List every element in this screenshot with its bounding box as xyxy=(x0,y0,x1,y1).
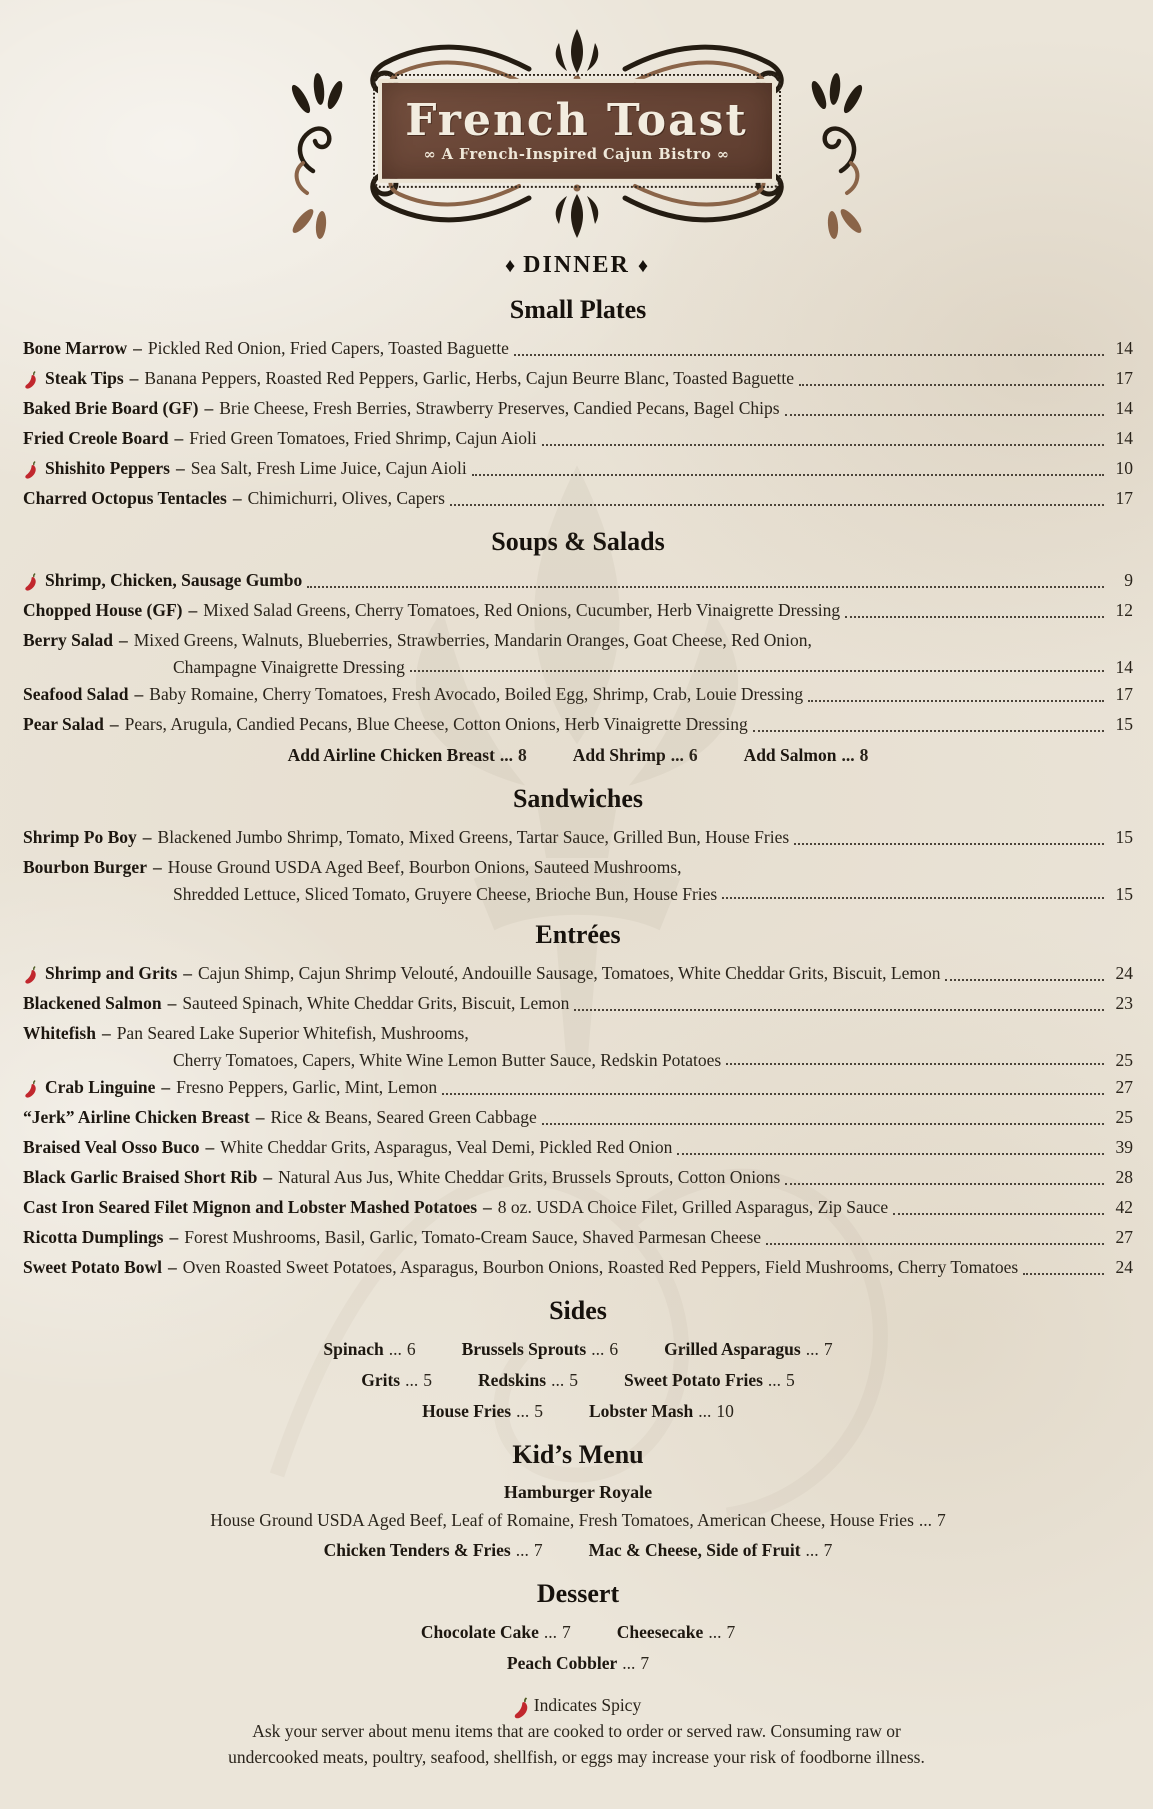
menu-item xyxy=(23,679,1133,709)
menu-item-line xyxy=(23,483,1133,513)
menu-item xyxy=(23,363,1133,393)
menu-item-name: Add Shrimp xyxy=(572,745,666,765)
menu-item-line xyxy=(23,1192,1133,1222)
menu-item xyxy=(23,1072,1133,1102)
menu-item-description: Sauteed Spinach, White Cheddar Grits, Biscuit, Lemon xyxy=(182,993,570,1013)
menu-item-price: 8 xyxy=(859,745,869,765)
section-title: Soups & Salads xyxy=(491,527,665,556)
dash-separator: – xyxy=(134,684,144,704)
menu-item-compact xyxy=(664,1334,833,1364)
menu-item-price: 14 xyxy=(1115,428,1133,448)
menu-item-price: 25 xyxy=(1115,1050,1133,1070)
menu-item-line xyxy=(23,1048,1133,1072)
dot-leader: ... xyxy=(805,1540,819,1560)
dot-leader xyxy=(450,504,1104,506)
menu-item-name: Blackened Salmon xyxy=(23,993,162,1013)
dash-separator: – xyxy=(483,1197,492,1217)
section-title: Sandwiches xyxy=(512,784,644,813)
dot-leader: ... xyxy=(918,1510,933,1530)
compact-items-row xyxy=(23,1617,1133,1647)
menu-item xyxy=(23,423,1133,453)
menu-item-price: 39 xyxy=(1115,1137,1133,1157)
menu-item xyxy=(23,1102,1133,1132)
dot-leader xyxy=(574,1009,1104,1011)
dot-leader: ... xyxy=(670,745,684,765)
dash-separator: – xyxy=(168,1257,177,1277)
menu-item-price: 7 xyxy=(640,1653,650,1673)
menu-item-name: Shrimp Po Boy xyxy=(23,827,137,847)
menu-item-description: Oven Roasted Sweet Potatoes, Asparagus, Bourbon Onions, Roasted Red Peppers, Field Mushrooms, Cherry Tomatoes xyxy=(182,1257,1019,1277)
menu-item xyxy=(23,595,1133,625)
menu-item-line xyxy=(23,363,1133,393)
menu-item xyxy=(23,958,1133,988)
menu-item-compact xyxy=(573,740,698,770)
menu-item-line xyxy=(23,958,1133,988)
menu-item-name: Shrimp, Chicken, Sausage Gumbo xyxy=(45,570,303,590)
dash-separator: – xyxy=(174,428,184,448)
menu-item-price: 7 xyxy=(726,1622,736,1642)
menu-item xyxy=(23,852,1133,906)
menu-item-name: Brussels Sprouts xyxy=(461,1339,587,1359)
dash-separator: – xyxy=(152,857,162,877)
menu-item-price: 15 xyxy=(1115,714,1133,734)
menu-item-line xyxy=(23,1132,1133,1162)
dash-separator: – xyxy=(169,1227,179,1247)
compact-items-row xyxy=(23,1648,1133,1678)
menu-item-name: Spinach xyxy=(323,1339,384,1359)
logo-subtitle: ∞ A French-Inspired Cajun Bistro ∞ xyxy=(423,145,730,163)
dot-leader xyxy=(1023,1273,1104,1275)
menu-item-line xyxy=(23,822,1133,852)
menu-item-price: 17 xyxy=(1115,488,1133,508)
menu-body xyxy=(0,294,1153,1678)
menu-item-description: House Ground USDA Aged Beef, Bourbon Onions, Sauteed Mushrooms, xyxy=(167,857,682,877)
menu-item-description: Rice & Beans, Seared Green Cabbage xyxy=(270,1107,537,1127)
dot-leader xyxy=(472,474,1104,476)
dot-leader: ... xyxy=(551,1370,565,1390)
menu-item-price: 12 xyxy=(1115,600,1133,620)
dot-leader xyxy=(766,1243,1104,1245)
menu-item-name: Lobster Mash xyxy=(589,1401,694,1421)
menu-item xyxy=(23,1252,1133,1282)
restaurant-logo xyxy=(267,25,887,240)
menu-item-compact xyxy=(462,1334,619,1364)
menu-item-compact xyxy=(288,740,527,770)
menu-item xyxy=(23,1162,1133,1192)
menu-item-description: Chimichurri, Olives, Capers xyxy=(247,488,445,508)
menu-item xyxy=(23,565,1133,595)
dot-leader xyxy=(542,444,1104,446)
menu-item-line xyxy=(23,1072,1133,1102)
dash-separator: – xyxy=(101,1023,111,1043)
dot-leader xyxy=(307,586,1104,588)
dot-leader xyxy=(785,1183,1104,1185)
menu-item-price: 14 xyxy=(1115,657,1133,677)
menu-item-description: Banana Peppers, Roasted Red Peppers, Garlic, Herbs, Cajun Beurre Blanc, Toasted Baguette xyxy=(144,368,795,388)
dot-leader xyxy=(808,700,1104,702)
menu-item-price: 27 xyxy=(1115,1077,1133,1097)
dot-leader xyxy=(442,1093,1104,1095)
menu-item xyxy=(23,1192,1133,1222)
menu-item-name: Chicken Tenders & Fries xyxy=(323,1540,511,1560)
menu-item-price: 15 xyxy=(1115,884,1133,904)
menu-item-description: Champagne Vinaigrette Dressing xyxy=(173,657,405,677)
logo-plaque xyxy=(378,78,776,182)
disclaimer-line: undercooked meats, poultry, seafood, shellfish, or eggs may increase your risk of foodborne illness. xyxy=(228,1747,925,1767)
menu-item-name: Chocolate Cake xyxy=(420,1622,539,1642)
menu-item-name: Steak Tips xyxy=(45,368,124,388)
menu-item-price: 14 xyxy=(1115,398,1133,418)
dot-leader: ... xyxy=(543,1622,558,1642)
menu-item-name: Ricotta Dumplings xyxy=(23,1227,164,1247)
menu-item-price: 15 xyxy=(1115,827,1133,847)
menu-item xyxy=(23,1132,1133,1162)
menu-item-name: Fried Creole Board xyxy=(23,428,169,448)
dash-separator: – xyxy=(188,600,198,620)
spicy-chili-icon xyxy=(23,964,38,986)
dash-separator: – xyxy=(175,458,185,478)
menu-item-price: 6 xyxy=(609,1339,619,1359)
menu-item xyxy=(23,1222,1133,1252)
menu-item xyxy=(23,625,1133,679)
compact-items-row xyxy=(23,1334,1133,1364)
dot-leader: ... xyxy=(708,1622,722,1642)
menu-item-price: 42 xyxy=(1115,1197,1133,1217)
section-soups-salads xyxy=(23,526,1133,770)
menu-footer xyxy=(0,1692,1153,1770)
menu-item-name: Crab Linguine xyxy=(45,1077,156,1097)
menu-item-price: 5 xyxy=(786,1370,795,1390)
menu-item-line xyxy=(23,333,1133,363)
menu-item-price: 23 xyxy=(1115,993,1133,1013)
menu-item-compact xyxy=(507,1648,649,1678)
dot-leader xyxy=(893,1213,1104,1215)
menu-item xyxy=(23,333,1133,363)
dash-separator: – xyxy=(142,827,152,847)
menu-item-line xyxy=(23,1162,1133,1192)
menu-item-description: Cherry Tomatoes, Capers, White Wine Lemon Butter Sauce, Redskin Potatoes xyxy=(173,1050,722,1070)
menu-item-price: 6 xyxy=(406,1339,416,1359)
menu-item-price: 24 xyxy=(1115,963,1133,983)
section-small-plates xyxy=(23,294,1133,513)
menu-item-description: Mixed Salad Greens, Cherry Tomatoes, Red Onions, Cucumber, Herb Vinaigrette Dressing xyxy=(203,600,841,620)
menu-item-name: Chopped House (GF) xyxy=(23,600,183,620)
menu-title xyxy=(0,250,1153,281)
menu-item-compact xyxy=(324,1535,543,1565)
menu-item-name: Bourbon Burger xyxy=(23,857,147,877)
dot-leader: ... xyxy=(499,745,514,765)
menu-item-price: 5 xyxy=(569,1370,578,1390)
section-title: Entrées xyxy=(535,920,621,949)
dot-leader: ... xyxy=(405,1370,419,1390)
menu-item-name: Redskins xyxy=(477,1370,547,1390)
menu-item-price: 25 xyxy=(1115,1107,1133,1127)
menu-item-price: 8 xyxy=(518,745,527,765)
menu-item-name: Whitefish xyxy=(23,1023,96,1043)
menu-item-line xyxy=(23,882,1133,906)
menu-item-name: “Jerk” Airline Chicken Breast xyxy=(23,1107,250,1127)
compact-items-row xyxy=(23,1365,1133,1395)
menu-item-description: Fresno Peppers, Garlic, Mint, Lemon xyxy=(176,1077,438,1097)
menu-item-description: Sea Salt, Fresh Lime Juice, Cajun Aioli xyxy=(190,458,467,478)
menu-item-compact xyxy=(617,1617,735,1647)
dot-leader xyxy=(410,670,1104,672)
dash-separator: – xyxy=(263,1167,273,1187)
menu-item xyxy=(23,988,1133,1018)
menu-item-description: Shredded Lettuce, Sliced Tomato, Gruyere Cheese, Brioche Bun, House Fries xyxy=(173,884,718,904)
menu-item-name: Charred Octopus Tentacles xyxy=(23,488,227,508)
featured-item-name: Hamburger Royale xyxy=(503,1482,653,1502)
menu-item-price: 10 xyxy=(1115,458,1133,478)
dash-separator: – xyxy=(255,1107,265,1127)
menu-item xyxy=(23,393,1133,423)
menu-item-description: White Cheddar Grits, Asparagus, Veal Demi, Pickled Red Onion xyxy=(220,1137,673,1157)
menu-item xyxy=(23,483,1133,513)
dot-leader: ... xyxy=(805,1339,819,1359)
menu-item-name: Cheesecake xyxy=(616,1622,704,1642)
menu-item-price: 14 xyxy=(1115,338,1133,358)
spicy-chili-icon xyxy=(23,571,38,593)
dot-leader xyxy=(753,730,1104,732)
dot-leader: ... xyxy=(591,1339,605,1359)
menu-item-line xyxy=(23,852,1133,882)
menu-item-description: Brie Cheese, Fresh Berries, Strawberry Preserves, Candied Pecans, Bagel Chips xyxy=(219,398,780,418)
disclaimer-line: Ask your server about menu items that are cooked to order or served raw. Consuming raw or xyxy=(252,1721,901,1741)
menu-item-line xyxy=(23,988,1133,1018)
menu-item-line xyxy=(23,1252,1133,1282)
menu-item-name: Grilled Asparagus xyxy=(664,1339,801,1359)
dot-leader: ... xyxy=(516,1401,530,1421)
featured-item-description xyxy=(23,1506,1133,1534)
menu-item-name: Braised Veal Osso Buco xyxy=(23,1137,200,1157)
dot-leader: ... xyxy=(767,1370,782,1390)
dot-leader: ... xyxy=(841,745,855,765)
menu-item-name: Grits xyxy=(361,1370,401,1390)
menu-item-name: Add Airline Chicken Breast xyxy=(287,745,495,765)
menu-item-name: Seafood Salad xyxy=(23,684,129,704)
menu-item-description: Pan Seared Lake Superior Whitefish, Mushrooms, xyxy=(116,1023,469,1043)
menu-item-name: Cast Iron Seared Filet Mignon and Lobster Mashed Potatoes xyxy=(23,1197,478,1217)
menu-item-price: 17 xyxy=(1115,684,1133,704)
menu-item-compact xyxy=(361,1365,432,1395)
menu-item xyxy=(23,709,1133,739)
menu-item-line xyxy=(23,595,1133,625)
dot-leader: ... xyxy=(622,1653,636,1673)
dash-separator: – xyxy=(129,368,139,388)
menu-item-compact xyxy=(624,1365,795,1395)
menu-item-price: 7 xyxy=(823,1540,833,1560)
dash-separator: – xyxy=(161,1077,171,1097)
dot-leader xyxy=(542,1123,1104,1125)
section-title: Dessert xyxy=(536,1579,620,1608)
dot-leader xyxy=(794,843,1104,845)
menu-item-compact xyxy=(323,1334,415,1364)
section-title: Sides xyxy=(549,1296,607,1325)
menu-item-price: 17 xyxy=(1115,368,1133,388)
section-title: Kid’s Menu xyxy=(512,1440,644,1469)
section-title: Small Plates xyxy=(509,295,647,324)
menu-item-compact xyxy=(589,1396,734,1426)
menu-item-name: Shrimp and Grits xyxy=(45,963,178,983)
dash-separator: – xyxy=(232,488,242,508)
menu-item-description: 8 oz. USDA Choice Filet, Grilled Asparagus, Zip Sauce xyxy=(497,1197,889,1217)
menu-item-line xyxy=(23,709,1133,739)
menu-item-line xyxy=(23,1222,1133,1252)
dot-leader xyxy=(785,414,1104,416)
dash-separator: – xyxy=(204,398,214,418)
menu-item-name: Peach Cobbler xyxy=(506,1653,618,1673)
section-sides xyxy=(23,1295,1133,1426)
dot-leader xyxy=(514,354,1104,356)
menu-item-compact xyxy=(744,740,869,770)
menu-item-compact xyxy=(421,1617,571,1647)
spicy-chili-icon xyxy=(23,369,38,391)
menu-item-name: Bone Marrow xyxy=(23,338,128,358)
menu-item-name: Add Salmon xyxy=(743,745,837,765)
menu-item xyxy=(23,822,1133,852)
menu-item-price: 7 xyxy=(533,1540,543,1560)
menu-item-description: Fried Green Tomatoes, Fried Shrimp, Cajun Aioli xyxy=(189,428,537,448)
menu-item-price: 10 xyxy=(716,1401,734,1421)
menu-item-price: 5 xyxy=(423,1370,432,1390)
menu-item xyxy=(23,453,1133,483)
diamond-icon: ♦ xyxy=(504,255,516,277)
addons-row xyxy=(23,740,1133,770)
menu-item-line xyxy=(23,565,1133,595)
dot-leader: ... xyxy=(388,1339,402,1359)
menu-item-price: 27 xyxy=(1115,1227,1133,1247)
spicy-chili-icon xyxy=(23,1078,38,1100)
menu-item-name: Baked Brie Board (GF) xyxy=(23,398,199,418)
menu-item-price: 6 xyxy=(688,745,698,765)
menu-item-price: 7 xyxy=(937,1510,946,1530)
menu-item-compact xyxy=(478,1365,578,1395)
menu-item-line xyxy=(23,655,1133,679)
dash-separator: – xyxy=(183,963,192,983)
dot-leader xyxy=(677,1153,1104,1155)
dot-leader xyxy=(845,616,1104,618)
menu-item-name: Shishito Peppers xyxy=(45,458,170,478)
dash-separator: – xyxy=(118,630,128,650)
menu-item-description: Pears, Arugula, Candied Pecans, Blue Cheese, Cotton Onions, Herb Vinaigrette Dressing xyxy=(124,714,748,734)
menu-item-line xyxy=(23,393,1133,423)
menu-item-name: Black Garlic Braised Short Rib xyxy=(23,1167,258,1187)
spicy-chili-icon xyxy=(23,459,38,481)
menu-item-description: House Ground USDA Aged Beef, Leaf of Romaine, Fresh Tomatoes, American Cheese, House Fries xyxy=(210,1510,914,1530)
menu-item-line xyxy=(23,679,1133,709)
logo-title: French Toast xyxy=(405,94,748,146)
menu-item-description: Baby Romaine, Cherry Tomatoes, Fresh Avocado, Boiled Egg, Shrimp, Crab, Louie Dressing xyxy=(149,684,804,704)
menu-item-description: Pickled Red Onion, Fried Capers, Toasted Baguette xyxy=(147,338,509,358)
menu-item-line xyxy=(23,1102,1133,1132)
compact-items-row xyxy=(23,1396,1133,1426)
menu-item-description: Cajun Shimp, Cajun Shrimp Velouté, Andouille Sausage, Tomatoes, White Cheddar Grits, Biscuit, Lemon xyxy=(198,963,941,983)
menu-item-price: 9 xyxy=(1124,570,1133,590)
section-entr-es xyxy=(23,919,1133,1282)
dash-separator: – xyxy=(167,993,177,1013)
dot-leader xyxy=(722,897,1104,899)
dot-leader: ... xyxy=(698,1401,712,1421)
menu-item-compact xyxy=(422,1396,543,1426)
dash-separator: – xyxy=(205,1137,215,1157)
menu-item-description: Mixed Greens, Walnuts, Blueberries, Strawberries, Mandarin Oranges, Goat Cheese, Red Onion, xyxy=(133,630,812,650)
spicy-legend-text: Indicates Spicy xyxy=(533,1695,642,1715)
menu-item-name: Pear Salad xyxy=(23,714,104,734)
dot-leader: ... xyxy=(515,1540,529,1560)
spicy-legend xyxy=(0,1692,1153,1718)
menu-item-line xyxy=(23,625,1133,655)
menu-item-price: 5 xyxy=(534,1401,543,1421)
menu-item-price: 28 xyxy=(1115,1167,1133,1187)
menu-item-compact xyxy=(589,1535,833,1565)
compact-items-row xyxy=(23,1535,1133,1565)
menu-item-price: 24 xyxy=(1115,1257,1133,1277)
menu-item-name: House Fries xyxy=(422,1401,512,1421)
menu-item-description: Natural Aus Jus, White Cheddar Grits, Brussels Sprouts, Cotton Onions xyxy=(278,1167,781,1187)
dot-leader xyxy=(726,1063,1104,1065)
menu-item-description: Blackened Jumbo Shrimp, Tomato, Mixed Greens, Tartar Sauce, Grilled Bun, House Fries xyxy=(157,827,790,847)
diamond-icon: ♦ xyxy=(637,255,649,277)
section-sandwiches xyxy=(23,783,1133,906)
menu-item-description: Forest Mushrooms, Basil, Garlic, Tomato-Cream Sauce, Shaved Parmesan Cheese xyxy=(184,1227,762,1247)
menu-item-line xyxy=(23,453,1133,483)
menu-item-line xyxy=(23,423,1133,453)
section-kid-s-menu xyxy=(23,1439,1133,1565)
menu-item-name: Sweet Potato Fries xyxy=(623,1370,763,1390)
menu-item-line xyxy=(23,1018,1133,1048)
dash-separator: – xyxy=(133,338,142,358)
dot-leader xyxy=(799,384,1104,386)
dash-separator: – xyxy=(109,714,119,734)
menu-item xyxy=(23,1018,1133,1072)
dot-leader xyxy=(945,979,1104,981)
menu-item-name: Sweet Potato Bowl xyxy=(23,1257,163,1277)
menu-title-text: DINNER xyxy=(523,252,630,278)
menu-item-price: 7 xyxy=(562,1622,571,1642)
menu-item-name: Mac & Cheese, Side of Fruit xyxy=(588,1540,801,1560)
menu-item-price: 7 xyxy=(823,1339,833,1359)
menu-item-name: Berry Salad xyxy=(23,630,113,650)
section-dessert xyxy=(23,1578,1133,1678)
